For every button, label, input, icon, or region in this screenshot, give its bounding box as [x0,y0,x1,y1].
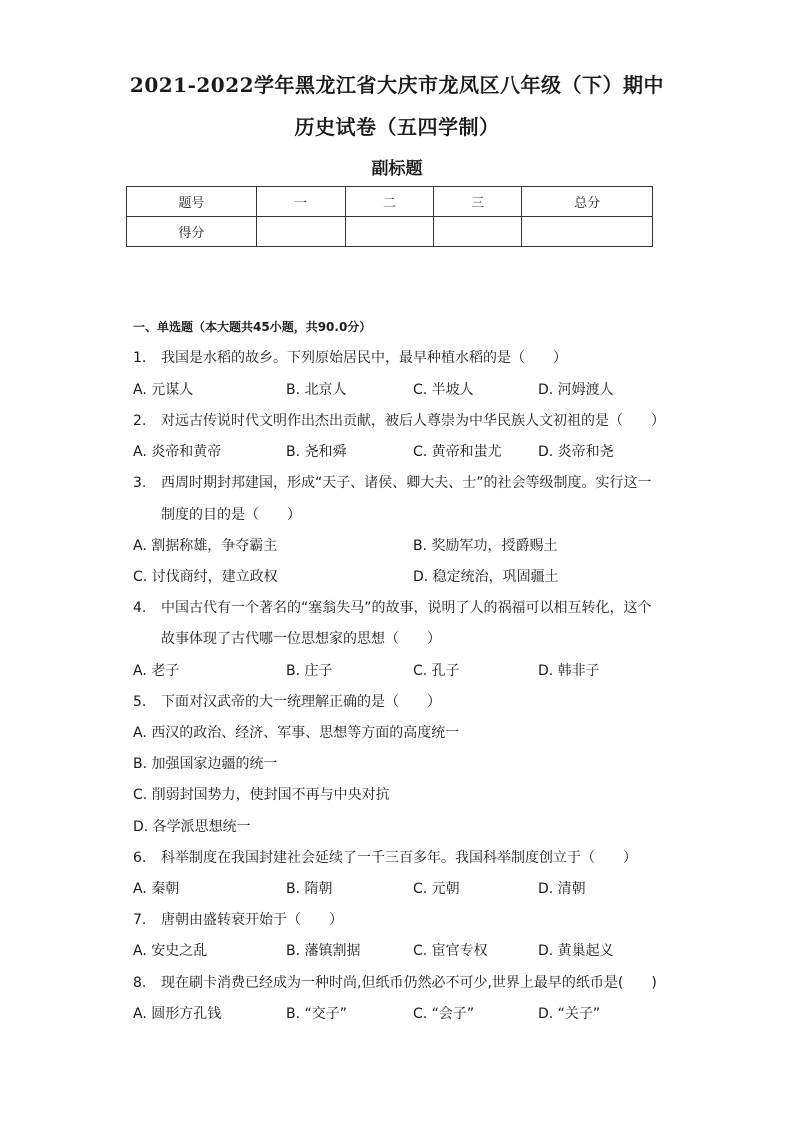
option-b: B. 藩镇割据 [286,943,361,959]
option-b: B. 奖励军功，授爵赐土 [413,538,558,554]
score-header-cell: 三 [434,187,522,217]
option-b: B. 加强国家边疆的统一 [133,756,278,772]
option-d: D. 炎帝和尧 [538,444,614,460]
option-a: A. 圆形方孔钱 [133,1006,222,1022]
option-a: A. 秦朝 [133,881,180,897]
question-text: 我国是水稻的故乡。下列原始居民中，最早种植水稻的是（ ） [161,350,567,366]
option-b: B. 隋朝 [286,881,333,897]
option-d: D. 黄巢起义 [538,943,614,959]
score-cell [434,217,522,247]
question-number: 3. [133,475,147,491]
score-header-cell: 题号 [127,187,257,217]
option-a: A. 老子 [133,663,180,679]
option-d: D. 清朝 [538,881,586,897]
option-c: C. 孔子 [413,663,460,679]
option-c: C. “会子” [413,1006,475,1022]
exam-title-line-1: 2021-2022学年黑龙江省大庆市龙凤区八年级（下）期中 [129,73,665,97]
option-d: D. 各学派思想统一 [133,819,251,835]
option-a: A. 安史之乱 [133,943,208,959]
option-a: A. 炎帝和黄帝 [133,444,222,460]
option-a: A. 元谋人 [133,382,194,398]
score-cell [345,217,434,247]
option-d: D. 稳定统治，巩固疆土 [413,569,559,585]
score-header-cell: 二 [345,187,434,217]
question-number: 2. [133,413,147,429]
score-cell [256,217,345,247]
question-text: 唐朝由盛转衰开始于（ ） [161,912,343,928]
option-c: C. 黄帝和蚩尤 [413,444,502,460]
exam-title-line-2: 历史试卷（五四学制） [294,115,500,139]
question-number: 8. [133,975,147,991]
option-a: A. 割据称雄，争夺霸主 [133,538,278,554]
question-text: 下面对汉武帝的大一统理解正确的是（ ） [161,694,441,710]
question-number: 5. [133,694,147,710]
option-c: C. 讨伐商纣，建立政权 [133,569,278,585]
option-a: A. 西汉的政治、经济、军事、思想等方面的高度统一 [133,725,460,741]
option-c: C. 削弱封国势力，使封国不再与中央对抗 [133,787,390,803]
option-b: B. “交子” [286,1006,348,1022]
question-text: 对远古传说时代文明作出杰出贡献，被后人尊崇为中华民族人文初祖的是（ ） [161,413,665,429]
option-c: C. 元朝 [413,881,460,897]
subtitle: 副标题 [371,159,423,179]
option-c: C. 半坡人 [413,382,474,398]
question-text: 中国古代有一个著名的“塞翁失马”的故事，说明了人的祸福可以相互转化，这个 [161,600,652,616]
option-b: B. 北京人 [286,382,347,398]
question-number: 1. [133,350,147,366]
question-text: 现在刷卡消费已经成为一种时尚,但纸币仍然必不可少,世界上最早的纸币是( ) [161,975,657,991]
score-table-header-row [127,187,653,217]
section-heading: 一、单选题（本大题共45小题，共90.0分） [133,320,372,334]
question-text-continued: 故事体现了古代哪一位思想家的思想（ ） [161,631,441,647]
question-text: 西周时期封邦建国，形成“天子、诸侯、卿大夫、士”的社会等级制度。实行这一 [161,475,652,491]
option-d: D. 河姆渡人 [538,382,614,398]
question-number: 4. [133,600,147,616]
score-table-score-row [127,217,653,247]
option-d: D. “关子” [538,1006,601,1022]
score-header-cell: 总分 [522,187,653,217]
question-text: 科举制度在我国封建社会延续了一千三百多年。我国科举制度创立于（ ） [161,850,637,866]
option-b: B. 尧和舜 [286,444,347,460]
question-number: 7. [133,912,147,928]
question-number: 6. [133,850,147,866]
question-text-continued: 制度的目的是（ ） [161,507,301,523]
option-b: B. 庄子 [286,663,333,679]
option-c: C. 宦官专权 [413,943,488,959]
score-row-label: 得分 [127,217,257,247]
option-d: D. 韩非子 [538,663,600,679]
score-cell [522,217,653,247]
score-header-cell: 一 [256,187,345,217]
score-table [126,186,653,247]
